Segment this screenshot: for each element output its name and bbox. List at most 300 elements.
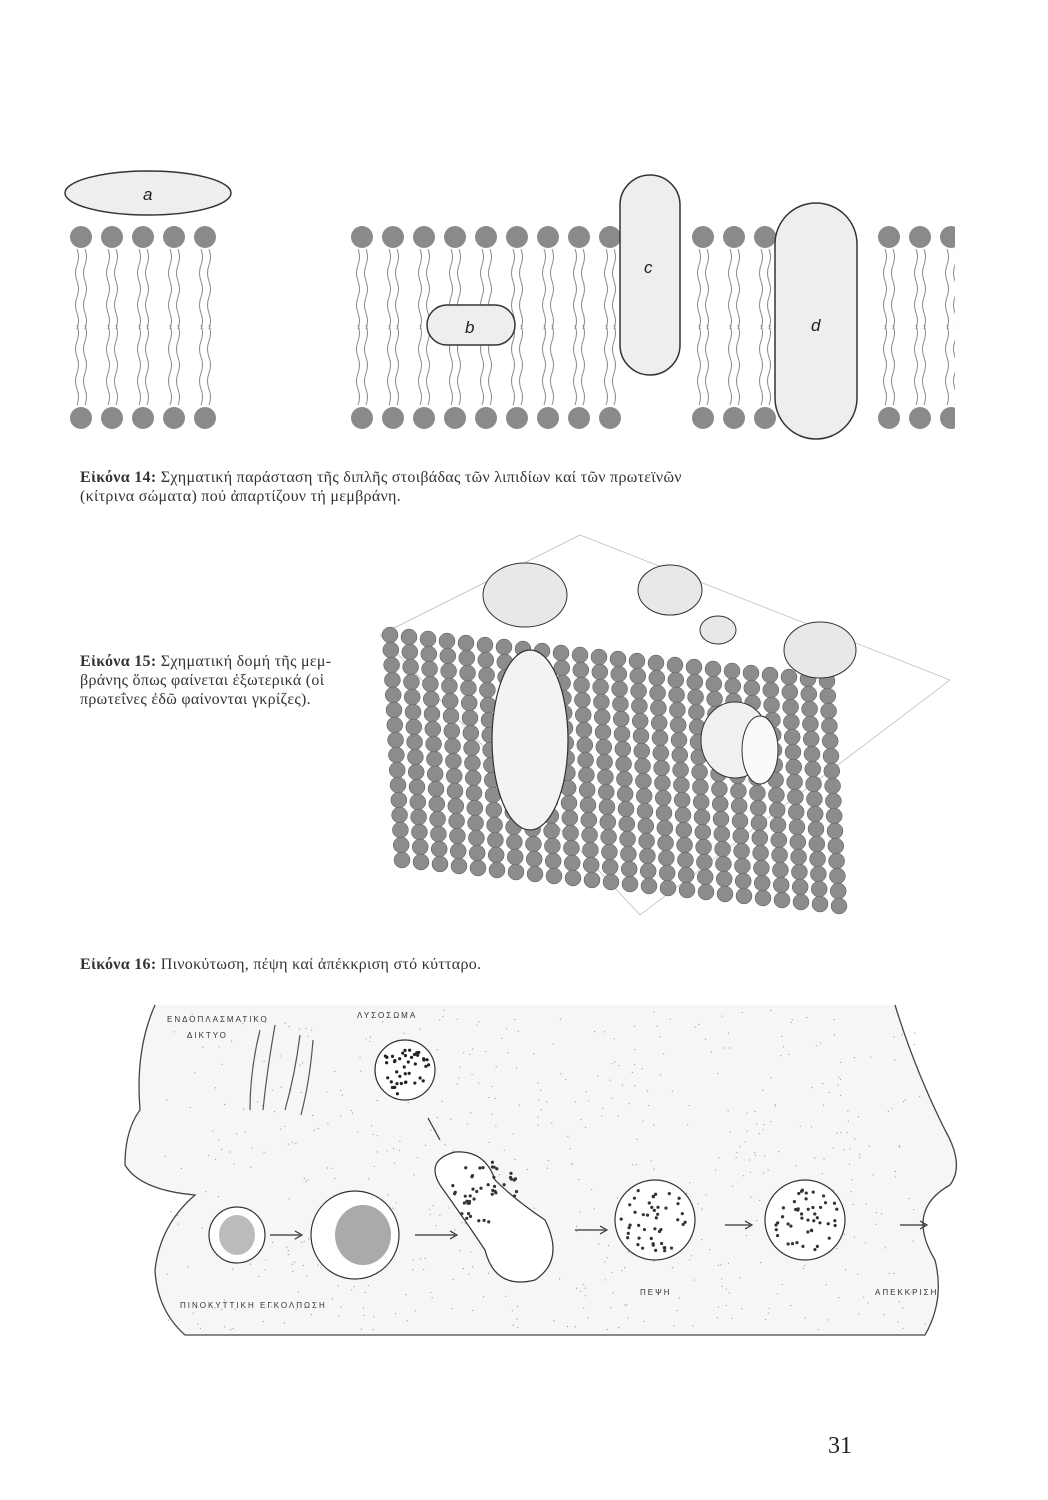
- lipid-head-sphere: [752, 830, 768, 846]
- lipid-head-sphere: [407, 734, 423, 750]
- lipid-head-sphere: [601, 844, 617, 860]
- lipid-head-sphere: [460, 665, 476, 681]
- lipid-head-sphere: [715, 841, 731, 857]
- cytoplasm-stipple: [202, 1047, 203, 1048]
- cytoplasm-stipple: [308, 1036, 309, 1037]
- lipid-head-sphere: [442, 693, 458, 709]
- cytoplasm-stipple: [701, 1239, 702, 1240]
- lipid-head-sphere: [390, 777, 406, 793]
- cytoplasm-stipple: [430, 1214, 431, 1215]
- lipid-head-sphere: [688, 689, 704, 705]
- lipid-tail: [737, 325, 740, 405]
- cytoplasm-stipple: [506, 1028, 507, 1029]
- lipid-tail: [768, 325, 771, 405]
- vesicle-granule: [513, 1194, 516, 1197]
- vesicle-granule: [464, 1195, 467, 1198]
- lipid-head-sphere: [658, 835, 674, 851]
- cytoplasm-stipple: [805, 1317, 806, 1318]
- cytoplasm-stipple: [614, 1038, 615, 1039]
- lipid-head-sphere: [670, 717, 686, 733]
- vesicle-granule: [653, 1209, 656, 1212]
- lipid-head-sphere: [764, 697, 780, 713]
- vesicle-granule: [472, 1197, 475, 1200]
- cytoplasm-stipple: [471, 1074, 472, 1075]
- lipid-tail: [208, 249, 211, 329]
- cytoplasm-stipple: [395, 1313, 396, 1314]
- figure-16-caption-label: Εἰκόνα 16:: [80, 956, 157, 973]
- cytoplasm-stipple: [899, 1146, 900, 1147]
- lipid-head: [132, 226, 154, 248]
- lipid-head: [599, 226, 621, 248]
- lipid-head: [70, 407, 92, 429]
- cytoplasm-stipple: [218, 1196, 219, 1197]
- lipid-head-sphere: [409, 779, 425, 795]
- protein-right: [784, 622, 856, 678]
- lipid-tail: [543, 325, 546, 405]
- cytoplasm-stipple: [889, 1273, 890, 1274]
- cytoplasm-stipple: [284, 1322, 285, 1323]
- cytoplasm-stipple: [914, 1033, 915, 1034]
- lysosome-granule: [401, 1052, 404, 1055]
- cytoplasm-stipple: [749, 1159, 750, 1160]
- lipid-head-sphere: [810, 866, 826, 882]
- lipid-head-sphere: [620, 831, 636, 847]
- lipid-head-sphere: [600, 814, 616, 830]
- vesicle-granule: [789, 1224, 792, 1227]
- vesicle-granule: [818, 1221, 821, 1224]
- lipid-head-sphere: [697, 869, 713, 885]
- cytoplasm-stipple: [897, 1321, 898, 1322]
- cytoplasm-stipple: [437, 1117, 438, 1118]
- cytoplasm-stipple: [576, 1288, 577, 1289]
- cytoplasm-stipple: [763, 1124, 764, 1125]
- cytoplasm-stipple: [359, 1057, 360, 1058]
- cytoplasm-stipple: [352, 1113, 353, 1114]
- lipid-tail: [915, 325, 918, 405]
- lipid-head-sphere: [715, 856, 731, 872]
- lysosome-granule: [403, 1049, 406, 1052]
- cytoplasm-stipple: [327, 1123, 328, 1124]
- cytoplasm-stipple: [679, 1297, 680, 1298]
- cytoplasm-stipple: [833, 1190, 834, 1191]
- cytoplasm-stipple: [583, 1308, 584, 1309]
- cytoplasm-stipple: [912, 1241, 913, 1242]
- vesicle-granule: [787, 1242, 790, 1245]
- cytoplasm-stipple: [517, 1327, 518, 1328]
- cytoplasm-stipple: [670, 1019, 671, 1020]
- protein-top-left: [483, 563, 567, 627]
- lipid-head-sphere: [622, 876, 638, 892]
- cytoplasm-stipple: [717, 1073, 718, 1074]
- cytoplasm-stipple: [292, 1271, 293, 1272]
- lipid-tail: [923, 249, 926, 329]
- vesicle-granule: [806, 1230, 809, 1233]
- lipid-head-sphere: [444, 723, 460, 739]
- lipid-tail: [946, 325, 949, 405]
- cytoplasm-stipple: [417, 1157, 418, 1158]
- vesicle-granule: [633, 1211, 636, 1214]
- cytoplasm-stipple: [351, 1110, 352, 1111]
- lipid-head-sphere: [820, 688, 836, 704]
- cytoplasm-stipple: [628, 1318, 629, 1319]
- lipid-tail: [146, 325, 149, 405]
- cytoplasm-stipple: [816, 1045, 817, 1046]
- cytoplasm-stipple: [736, 1157, 737, 1158]
- cytoplasm-stipple: [193, 1313, 194, 1314]
- cytoplasm-stipple: [647, 1091, 648, 1092]
- lipid-head-sphere: [716, 871, 732, 887]
- lipid-tail: [605, 249, 608, 329]
- cytoplasm-stipple: [476, 1024, 477, 1025]
- lipid-head-sphere: [597, 769, 613, 785]
- lipid-head: [382, 226, 404, 248]
- cytoplasm-stipple: [258, 1276, 259, 1277]
- lipid-head-sphere: [595, 724, 611, 740]
- cytoplasm-stipple: [754, 1152, 755, 1153]
- lipid-tail: [357, 249, 360, 329]
- vesicle-granule: [664, 1206, 667, 1209]
- cytoplasm-stipple: [763, 1129, 764, 1130]
- vesicle-granule: [451, 1184, 454, 1187]
- lipid-head-sphere: [803, 731, 819, 747]
- lipid-head-sphere: [402, 644, 418, 660]
- lipid-head-sphere: [391, 792, 407, 808]
- cytoplasm-stipple: [656, 1026, 657, 1027]
- lipid-head-sphere: [405, 704, 421, 720]
- lipid-tail: [107, 249, 110, 329]
- cytoplasm-stipple: [641, 1068, 642, 1069]
- cytoplasm-stipple: [854, 1139, 855, 1140]
- lipid-head-sphere: [783, 714, 799, 730]
- cytoplasm-stipple: [804, 1265, 805, 1266]
- cytoplasm-stipple: [412, 1259, 413, 1260]
- cytoplasm-stipple: [517, 1306, 518, 1307]
- cytoplasm-stipple: [634, 1085, 635, 1086]
- cytoplasm-stipple: [173, 1031, 174, 1032]
- lipid-head-sphere: [632, 713, 648, 729]
- vesicle-granule: [804, 1197, 807, 1200]
- vesicle-granule: [491, 1161, 494, 1164]
- vesicle-granule: [782, 1206, 785, 1209]
- cytoplasm-stipple: [419, 1028, 420, 1029]
- cytoplasm-stipple: [301, 1242, 302, 1243]
- lipid-head-sphere: [545, 853, 561, 869]
- lysosome-granule: [390, 1080, 393, 1083]
- cytoplasm-stipple: [885, 1247, 886, 1248]
- lipid-head-sphere: [580, 797, 596, 813]
- cytoplasm-stipple: [763, 1172, 764, 1173]
- cytoplasm-stipple: [694, 1279, 695, 1280]
- cytoplasm-stipple: [756, 1220, 757, 1221]
- lipid-head-sphere: [448, 798, 464, 814]
- vesicle-granule: [470, 1175, 473, 1178]
- cytoplasm-stipple: [721, 1278, 722, 1279]
- digestion-vesicle-2: [765, 1180, 845, 1260]
- cytoplasm-stipple: [408, 1102, 409, 1103]
- cytoplasm-stipple: [443, 1010, 444, 1011]
- cytoplasm-stipple: [414, 1174, 415, 1175]
- vesicle-granule: [650, 1206, 653, 1209]
- lipid-head-sphere: [791, 849, 807, 865]
- cytoplasm-stipple: [565, 1079, 566, 1080]
- lipid-head-sphere: [675, 807, 691, 823]
- cytoplasm-stipple: [823, 1104, 824, 1105]
- lysosome-granule: [422, 1079, 425, 1082]
- lipid-head-sphere: [393, 837, 409, 853]
- lipid-head-sphere: [449, 813, 465, 829]
- lysosome-granule: [408, 1072, 411, 1075]
- lipid-tail: [760, 325, 763, 405]
- lipid-head-sphere: [583, 857, 599, 873]
- lipid-head-sphere: [384, 672, 400, 688]
- cytoplasm-stipple: [673, 1325, 674, 1326]
- cytoplasm-stipple: [368, 1178, 369, 1179]
- cytoplasm-stipple: [393, 1148, 394, 1149]
- cytoplasm-stipple: [840, 1132, 841, 1133]
- lipid-head-sphere: [660, 880, 676, 896]
- cytoplasm-stipple: [790, 1305, 791, 1306]
- lipid-head-sphere: [460, 680, 476, 696]
- cytoplasm-stipple: [814, 1158, 815, 1159]
- lipid-head-sphere: [673, 762, 689, 778]
- cytoplasm-stipple: [689, 1182, 690, 1183]
- cytoplasm-stipple: [902, 1328, 903, 1329]
- cytoplasm-stipple: [351, 1289, 352, 1290]
- cytoplasm-stipple: [167, 1274, 168, 1275]
- lipid-head-sphere: [565, 870, 581, 886]
- cytoplasm-stipple: [382, 1021, 383, 1022]
- lipid-head: [444, 407, 466, 429]
- cytoplasm-stipple: [224, 1104, 225, 1105]
- lipid-head-sphere: [654, 760, 670, 776]
- cytoplasm-stipple: [624, 1267, 625, 1268]
- lipid-head: [537, 226, 559, 248]
- lipid-head-sphere: [711, 781, 727, 797]
- cytoplasm-stipple: [181, 1168, 182, 1169]
- lipid-tail: [177, 325, 180, 405]
- cytoplasm-stipple: [363, 1315, 364, 1316]
- lipid-head-sphere: [648, 655, 664, 671]
- lipid-head-sphere: [698, 884, 714, 900]
- cytoplasm-stipple: [569, 1148, 570, 1149]
- cytoplasm-stipple: [205, 1191, 206, 1192]
- lysosome-granule: [385, 1056, 388, 1059]
- vesicle-granule: [493, 1185, 496, 1188]
- cytoplasm-stipple: [858, 1116, 859, 1117]
- cytoplasm-stipple: [288, 1026, 289, 1027]
- vesicle-granule: [812, 1219, 815, 1222]
- cytoplasm-stipple: [489, 1142, 490, 1143]
- cytoplasm-stipple: [420, 1258, 421, 1259]
- cytoplasm-stipple: [332, 1298, 333, 1299]
- cytoplasm-stipple: [636, 1164, 637, 1165]
- cytoplasm-stipple: [360, 1070, 361, 1071]
- lipid-head-sphere: [706, 676, 722, 692]
- lipid-head-sphere: [616, 756, 632, 772]
- lipid-tail: [768, 249, 771, 329]
- cytoplasm-stipple: [492, 1086, 493, 1087]
- vesicle-granule: [467, 1212, 470, 1215]
- lipid-head-sphere: [575, 707, 591, 723]
- cytoplasm-stipple: [594, 1208, 595, 1209]
- lipid-head-sphere: [544, 823, 560, 839]
- lipid-head-sphere: [639, 848, 655, 864]
- cytoplasm-stipple: [187, 1266, 188, 1267]
- cytoplasm-stipple: [263, 1321, 264, 1322]
- lipid-tail: [365, 249, 368, 329]
- cytoplasm-stipple: [326, 1091, 327, 1092]
- cytoplasm-stipple: [485, 1051, 486, 1052]
- lipid-head-sphere: [506, 834, 522, 850]
- vesicle-granule: [824, 1201, 827, 1204]
- cytoplasm-stipple: [488, 1273, 489, 1274]
- lipid-head-sphere: [712, 796, 728, 812]
- cytoplasm-stipple: [499, 1174, 500, 1175]
- lipid-head-sphere: [631, 698, 647, 714]
- cytoplasm-stipple: [478, 1083, 479, 1084]
- lipid-head-sphere: [733, 828, 749, 844]
- protein-center-small: [700, 616, 736, 644]
- vesicle-granule: [466, 1202, 469, 1205]
- lipid-head-sphere: [468, 815, 484, 831]
- lipid-head-sphere: [441, 663, 457, 679]
- cytoplasm-stipple: [472, 1048, 473, 1049]
- cytoplasm-stipple: [924, 1324, 925, 1325]
- cytoplasm-stipple: [311, 1314, 312, 1315]
- vesicle-granule: [781, 1215, 784, 1218]
- cytoplasm-stipple: [692, 1325, 693, 1326]
- lipid-head: [754, 226, 776, 248]
- cytoplasm-stipple: [643, 1321, 644, 1322]
- lipid-head-sphere: [773, 877, 789, 893]
- lysosome-granule: [413, 1053, 416, 1056]
- cytoplasm-stipple: [534, 1208, 535, 1209]
- lipid-head-sphere: [686, 659, 702, 675]
- lipid-tail: [915, 249, 918, 329]
- cytoplasm-stipple: [512, 1325, 513, 1326]
- cytoplasm-stipple: [294, 1262, 295, 1263]
- lipid-head-sphere: [576, 722, 592, 738]
- cytoplasm-stipple: [340, 1306, 341, 1307]
- lipid-head-sphere: [584, 872, 600, 888]
- lipid-tail: [520, 249, 523, 329]
- lysosome-granule: [386, 1076, 389, 1079]
- lipid-head-sphere: [486, 802, 502, 818]
- cytoplasm-stipple: [762, 1090, 763, 1091]
- label-pinocytosis: ΠΙΝΟΚΥΤΤΙΚΗ ΕΓΚΟΛΠΩΣΗ: [180, 1301, 327, 1310]
- lipid-head-sphere: [603, 874, 619, 890]
- cytoplasm-stipple: [488, 1097, 489, 1098]
- lipid-head-sphere: [641, 878, 657, 894]
- lipid-head-sphere: [404, 689, 420, 705]
- lipid-head-sphere: [496, 639, 512, 655]
- lipid-tail: [76, 325, 79, 405]
- cytoplasm-stipple: [838, 1297, 839, 1298]
- cytoplasm-stipple: [858, 1313, 859, 1314]
- cytoplasm-stipple: [844, 1234, 845, 1235]
- cytoplasm-stipple: [745, 1141, 746, 1142]
- cytoplasm-stipple: [194, 1072, 195, 1073]
- lipid-head: [692, 226, 714, 248]
- lipid-head-sphere: [771, 832, 787, 848]
- vesicle-granule: [656, 1206, 659, 1209]
- lipid-head-sphere: [630, 668, 646, 684]
- cytoplasm-stipple: [617, 1198, 618, 1199]
- lipid-head: [754, 407, 776, 429]
- cytoplasm-stipple: [370, 1037, 371, 1038]
- cytoplasm-stipple: [442, 1016, 443, 1017]
- vesicle-granule: [812, 1190, 815, 1193]
- lipid-tail: [737, 249, 740, 329]
- lipid-head-sphere: [768, 787, 784, 803]
- vesicle-granule: [628, 1224, 631, 1227]
- cytoplasm-stipple: [553, 1320, 554, 1321]
- label-er-line1: ΕΝΔΟΠΛΑΣΜΑΤΙΚΟ: [167, 1015, 269, 1024]
- lipid-head-sphere: [464, 740, 480, 756]
- cytoplasm-stipple: [588, 1100, 589, 1101]
- cytoplasm-stipple: [567, 1326, 568, 1327]
- cytoplasm-stipple: [425, 1145, 426, 1146]
- lipid-tail: [574, 325, 577, 405]
- vesicle-granule: [813, 1248, 816, 1251]
- cytoplasm-stipple: [552, 1043, 553, 1044]
- vesicle-granule: [481, 1166, 484, 1169]
- lipid-head-sphere: [592, 664, 608, 680]
- lipid-head-sphere: [487, 817, 503, 833]
- cytoplasm-stipple: [305, 1181, 306, 1182]
- lipid-head-sphere: [825, 793, 841, 809]
- lysosome-granule: [410, 1056, 413, 1059]
- cytoplasm-stipple: [404, 1033, 405, 1034]
- cytoplasm-stipple: [230, 1329, 231, 1330]
- lipid-head-sphere: [696, 839, 712, 855]
- cytoplasm-stipple: [601, 1115, 602, 1116]
- lipid-head-sphere: [597, 754, 613, 770]
- lipid-tail: [146, 249, 149, 329]
- cytoplasm-stipple: [513, 1133, 514, 1134]
- cytoplasm-stipple: [888, 1111, 889, 1112]
- cytoplasm-stipple: [828, 1319, 829, 1320]
- lipid-tail: [729, 249, 732, 329]
- cytoplasm-stipple: [288, 1143, 289, 1144]
- lysosome-granule: [424, 1065, 427, 1068]
- cytoplasm-stipple: [334, 1071, 335, 1072]
- vesicle-granule: [469, 1215, 472, 1218]
- cytoplasm-stipple: [632, 1164, 633, 1165]
- lysosome-granule: [425, 1058, 428, 1061]
- lipid-head-sphere: [618, 801, 634, 817]
- cytoplasm-stipple: [883, 1314, 884, 1315]
- lipid-tail: [582, 325, 585, 405]
- lipid-head: [909, 226, 931, 248]
- lipid-head-sphere: [408, 764, 424, 780]
- cytoplasm-stipple: [394, 1163, 395, 1164]
- cytoplasm-stipple: [913, 1209, 914, 1210]
- vesicle-granule: [482, 1219, 485, 1222]
- cytoplasm-stipple: [768, 1313, 769, 1314]
- lipid-head-sphere: [705, 661, 721, 677]
- cytoplasm-stipple: [836, 1248, 837, 1249]
- vesicle-granule: [805, 1191, 808, 1194]
- vesicle-granule: [676, 1218, 679, 1221]
- cytoplasm-stipple: [718, 1307, 719, 1308]
- figure-16-caption-text: Πινοκύτωση, πέψη καί ἀπέκκριση στό κύτταρο.: [160, 956, 482, 973]
- lipid-head: [382, 407, 404, 429]
- lipid-head-sphere: [430, 826, 446, 842]
- lipid-tail: [427, 325, 430, 405]
- lipid-head-sphere: [392, 807, 408, 823]
- cytoplasm-stipple: [852, 1179, 853, 1180]
